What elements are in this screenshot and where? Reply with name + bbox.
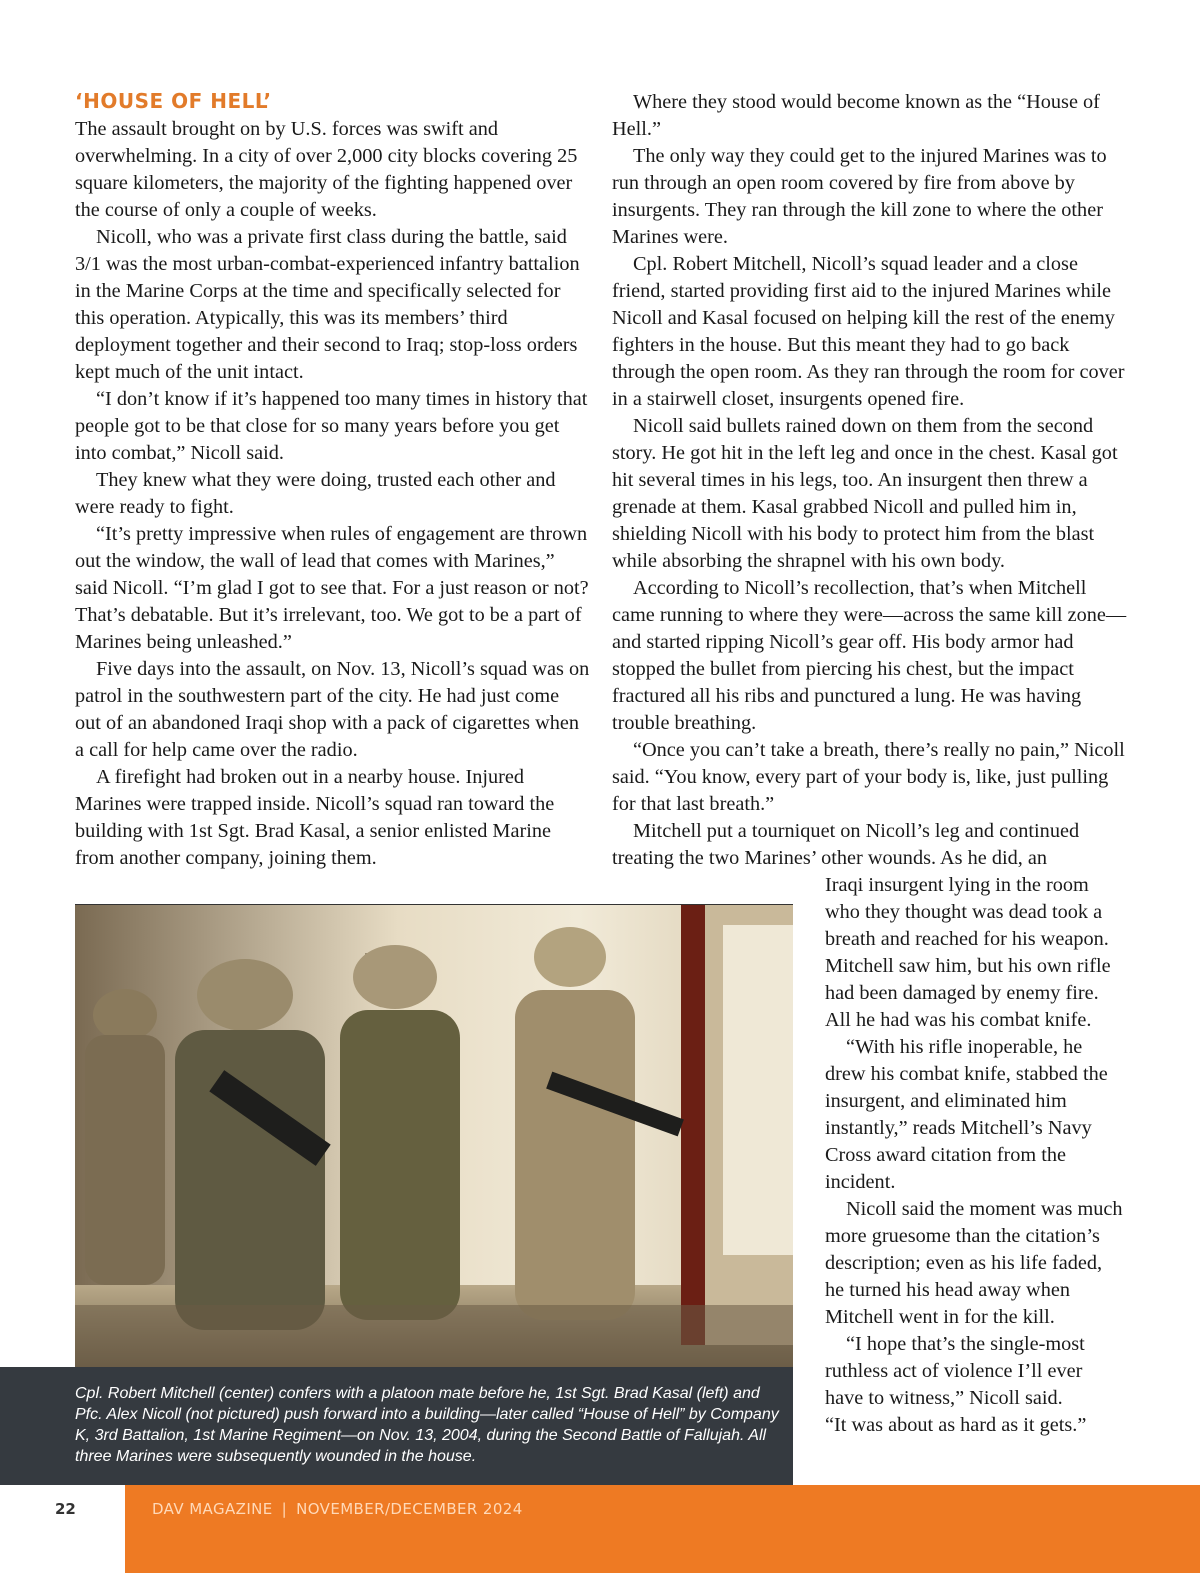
paragraph: “With his rifle inoperable, he drew his combat knife, stabbed the insurgent, and eliminated him instantly,” reads Mitchell’s Navy Cross award citation from the incident. bbox=[825, 1036, 1108, 1193]
article-column-right bbox=[612, 89, 1127, 872]
paragraph: According to Nicoll’s recollection, that’s when Mitchell came running to where they were—across the same kill zone—and started ripping Nicoll’s gear off. His body armor had stopped the bullet from piercing his chest, but the impact fractured all his ribs and punctured a lung. He was having trouble breathing. bbox=[612, 577, 1127, 734]
paragraph: “It was about as hard as it gets.” bbox=[825, 1414, 1087, 1436]
paragraph: “I hope that’s the single-most ruthless act of violence I’ll ever have to witness,” Nicoll said. bbox=[825, 1333, 1085, 1409]
paragraph: A firefight had broken out in a nearby house. Injured Marines were trapped inside. Nicoll’s squad ran toward the building with 1st Sgt. Brad Kasal, a senior enlisted Marine from another company, joining them. bbox=[75, 766, 555, 869]
paragraph: Nicoll, who was a private first class during the battle, said 3/1 was the most urban-combat-experienced infantry battalion in the Marine Corps at the time and specifically selected for this operation. Atypically, this was its members’ third deployment together and their second to Iraq; stop-loss orders kept much of the unit intact. bbox=[75, 226, 580, 383]
paragraph: Cpl. Robert Mitchell, Nicoll’s squad leader and a close friend, started providing first aid to the injured Marines while Nicoll and Kasal focused on helping kill the rest of the enemy fighters in the house. But this meant they had to go back through the open room. As they ran through the room for cover in a stairwell closet, insurgents opened fire. bbox=[612, 253, 1125, 410]
magazine-name: DAV MAGAZINE bbox=[152, 1500, 273, 1518]
section-heading: ‘HOUSE OF HELL’ bbox=[75, 89, 272, 113]
footer-publication bbox=[152, 1500, 523, 1518]
paragraph: Mitchell put a tourniquet on Nicoll’s leg and continued treating the two Marines’ other wounds. As he did, an bbox=[612, 820, 1080, 869]
paragraph: Iraqi insurgent lying in the room who they thought was dead took a breath and reached for his weapon. Mitchell saw him, but his own rifle had been damaged by enemy fire. All he had was his combat knife. bbox=[825, 874, 1111, 1031]
paragraph: Where they stood would become known as the “House of Hell.” bbox=[612, 91, 1100, 140]
paragraph: They knew what they were doing, trusted each other and were ready to fight. bbox=[75, 469, 556, 518]
paragraph: “It’s pretty impressive when rules of engagement are thrown out the window, the wall of lead that comes with Marines,” said Nicoll. “I’m glad I got to see that. For a just reason or not? That’s debatable. But it’s irrelevant, too. We got to be a part of Marines being unleashed.” bbox=[75, 523, 589, 653]
paragraph: The only way they could get to the injured Marines was to run through an open room covered by fire from above by insurgents. They ran through the kill zone to where the other Marines were. bbox=[612, 145, 1107, 248]
article-photo bbox=[75, 904, 793, 1368]
article-column-left bbox=[75, 116, 590, 872]
photo-illustration bbox=[75, 905, 793, 1368]
page-number: 22 bbox=[55, 1500, 76, 1518]
paragraph: Nicoll said bullets rained down on them from the second story. He got hit in the left leg and once in the chest. Kasal got hit several times in his legs, too. An insurgent then threw a grenade at them. Kasal grabbed Nicoll and pulled him in, shielding Nicoll with his body to protect him from the blast while absorbing the shrapnel with his own body. bbox=[612, 415, 1118, 572]
paragraph: Nicoll said the moment was much more gruesome than the citation’s description; even as his life faded, he turned his head away when Mitchell went in for the kill. bbox=[825, 1198, 1123, 1328]
photo-caption: Cpl. Robert Mitchell (center) confers with a platoon mate before he, 1st Sgt. Brad Kasal (left) and Pfc. Alex Nicoll (not pictured) push forward into a building—later called “House of Hell” by Company K, 3rd Battalion, 1st Marine Regiment—on Nov. 13, 2004, during the Second Battle of Fallujah. All three Marines were subsequently wounded in the house. bbox=[75, 1385, 779, 1465]
footer-band bbox=[125, 1485, 1200, 1573]
footer-separator: | bbox=[281, 1500, 288, 1518]
issue-date: NOVEMBER/DECEMBER 2024 bbox=[296, 1500, 523, 1518]
paragraph: The assault brought on by U.S. forces was swift and overwhelming. In a city of over 2,000 city blocks covering 25 square kilometers, the majority of the fighting happened over the course of only a couple of weeks. bbox=[75, 118, 578, 221]
paragraph: Five days into the assault, on Nov. 13, Nicoll’s squad was on patrol in the southwestern part of the city. He had just come out of an abandoned Iraqi shop with a pack of cigarettes when a call for help came over the radio. bbox=[75, 658, 590, 761]
paragraph: “Once you can’t take a breath, there’s really no pain,” Nicoll said. “You know, every part of your body is, like, just pulling for that last breath.” bbox=[612, 739, 1125, 815]
article-column-narrow bbox=[825, 872, 1125, 1439]
paragraph: “I don’t know if it’s happened too many times in history that people got to be that close for so many years before you get into combat,” Nicoll said. bbox=[75, 388, 588, 464]
